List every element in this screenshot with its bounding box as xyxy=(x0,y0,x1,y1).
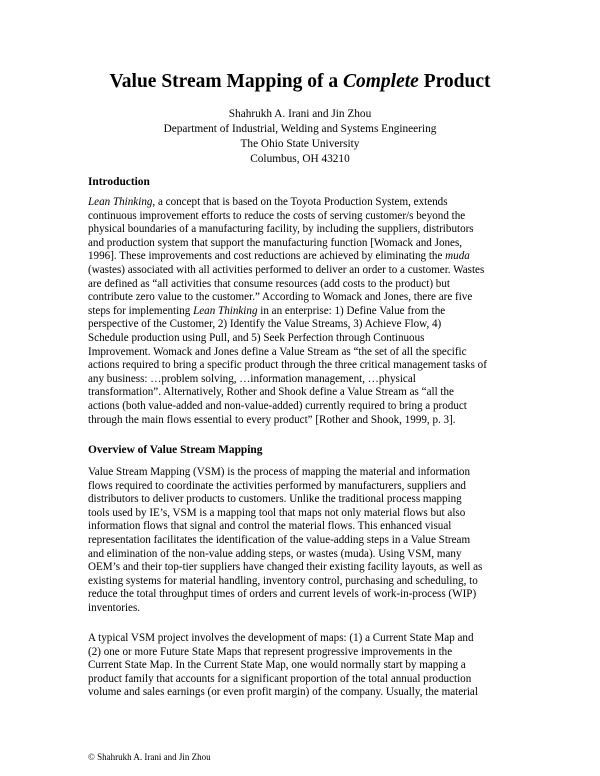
text-run: any business: …problem solving, …information management, …physical xyxy=(88,372,416,385)
text-run: actions (both value-added and non-value-added) currently required to bring a product xyxy=(88,399,467,412)
text-run: , a concept that is based on the Toyota Production System, extends xyxy=(152,196,448,208)
text-run: OEM’s and their top-tier suppliers have changed their existing facility layouts, as well as xyxy=(88,561,483,574)
overview-paragraph-2 xyxy=(88,632,528,700)
text-line xyxy=(88,414,528,428)
text-line xyxy=(88,223,528,237)
author-university: The Ohio State University xyxy=(240,138,360,150)
overview-paragraph-1 xyxy=(88,466,528,616)
text-line xyxy=(88,561,528,575)
text-run: tools used by IE’s, VSM is a mapping tool that maps not only material flows but also xyxy=(88,506,466,519)
italic-text: Lean Thinking xyxy=(193,304,258,317)
text-line xyxy=(88,588,528,602)
text-line xyxy=(88,659,528,673)
text-line xyxy=(88,602,528,616)
introduction-paragraph xyxy=(88,196,528,427)
text-line xyxy=(88,400,528,414)
title-post: Product xyxy=(418,71,491,92)
text-run: A typical VSM project involves the development of maps: (1) a Current State Map and xyxy=(88,632,474,644)
italic-text: Lean Thinking xyxy=(88,196,153,208)
text-run: through the main flows essential to every product” [Rother and Shook, 1999, p. 3]. xyxy=(88,413,456,426)
text-line xyxy=(88,632,528,646)
text-run: Current State Map. In the Current State Map, one would normally start by mapping a xyxy=(88,659,466,672)
text-line xyxy=(88,480,528,494)
text-line xyxy=(88,507,528,521)
author-city: Columbus, OH 43210 xyxy=(250,153,350,165)
author-names: Shahrukh A. Irani and Jin Zhou xyxy=(228,108,372,120)
text-run: in an enterprise: 1) Define Value from the xyxy=(257,304,446,317)
text-run: and elimination of the non-value adding steps, or wastes (muda). Using VSM, many xyxy=(88,547,462,560)
text-run: (2) one or more Future State Maps that represent progressive improvements in the xyxy=(88,645,453,658)
author-department: Department of Industrial, Welding and Systems Engineering xyxy=(163,123,437,135)
text-line xyxy=(88,250,528,264)
text-run: perspective of the Customer, 2) Identify the Value Streams, 3) Achieve Flow, 4) xyxy=(88,318,442,331)
text-line xyxy=(88,305,528,319)
text-run: (wastes) associated with all activities performed to deliver an order to a customer. Wastes xyxy=(88,263,485,276)
text-run: steps for implementing xyxy=(88,304,194,317)
text-line xyxy=(88,520,528,534)
text-run: physical boundaries of a manufacturing facility, by including the suppliers, distributors xyxy=(88,223,474,236)
text-line xyxy=(88,575,528,589)
text-line xyxy=(88,548,528,562)
text-run: Improvement. Womack and Jones define a Value Stream as “the set of all the specific xyxy=(88,345,467,358)
text-line xyxy=(88,386,528,400)
text-run: Schedule production using Pull, and 5) Seek Perfection through Continuous xyxy=(88,331,425,344)
text-line xyxy=(88,346,528,360)
title-pre: Value Stream Mapping of a xyxy=(109,71,343,92)
text-run: volume and sales earnings (or even profit margin) of the company. Usually, the material xyxy=(88,686,478,699)
copyright-footer: © Shahrukh A. Irani and Jin Zhou xyxy=(88,752,211,762)
text-line xyxy=(88,318,528,332)
text-line xyxy=(88,196,528,210)
italic-text: muda xyxy=(445,250,470,263)
title-emphasis: Complete xyxy=(342,71,419,92)
text-line xyxy=(88,210,528,224)
text-run: distributors to deliver products to customers. Unlike the traditional process mapping xyxy=(88,493,462,506)
text-line xyxy=(88,264,528,278)
text-line xyxy=(88,493,528,507)
text-run: product family that accounts for a significant proportion of the total annual production xyxy=(88,672,472,685)
section-heading-introduction: Introduction xyxy=(88,176,150,188)
text-line xyxy=(88,466,528,480)
text-line xyxy=(88,373,528,387)
text-line xyxy=(88,534,528,548)
section-heading-overview: Overview of Value Stream Mapping xyxy=(88,444,263,456)
author-block xyxy=(0,107,600,167)
text-run: transformation”. Alternatively, Rother and Shook define a Value Stream as “all the xyxy=(88,386,454,399)
text-line xyxy=(88,673,528,687)
text-line xyxy=(88,332,528,346)
text-run: Value Stream Mapping (VSM) is the process of mapping the material and information xyxy=(88,466,471,478)
text-run: contribute zero value to the customer.” According to Womack and Jones, there are five xyxy=(88,291,473,304)
paper-title xyxy=(0,70,600,94)
text-line xyxy=(88,291,528,305)
text-line xyxy=(88,646,528,660)
text-run: and production system that support the manufacturing function [Womack and Jones, xyxy=(88,236,463,249)
text-run: actions required to bring a specific product through the three critical management tasks of xyxy=(88,359,487,372)
text-line xyxy=(88,686,528,700)
text-run: information flows that signal and control the material flows. This enhanced visual xyxy=(88,520,452,533)
text-line xyxy=(88,278,528,292)
text-run: reduce the total throughput times of orders and current levels of work-in-process (WIP) xyxy=(88,588,477,601)
text-run: existing systems for material handling, inventory control, purchasing and scheduling, to xyxy=(88,574,478,587)
text-run: flows required to coordinate the activities performed by manufacturers, suppliers and xyxy=(88,479,466,492)
text-run: are defined as “all activities that consume resources (add costs to the product) but xyxy=(88,277,450,290)
text-line xyxy=(88,359,528,373)
text-run: 1996]. These improvements and cost reductions are achieved by eliminating the xyxy=(88,250,446,263)
text-run: inventories. xyxy=(88,601,141,614)
text-line xyxy=(88,237,528,251)
text-run: representation facilitates the identification of the value-adding steps in a Value Stream xyxy=(88,533,471,546)
text-run: continuous improvement efforts to reduce the costs of serving customer/s beyond the xyxy=(88,209,466,222)
